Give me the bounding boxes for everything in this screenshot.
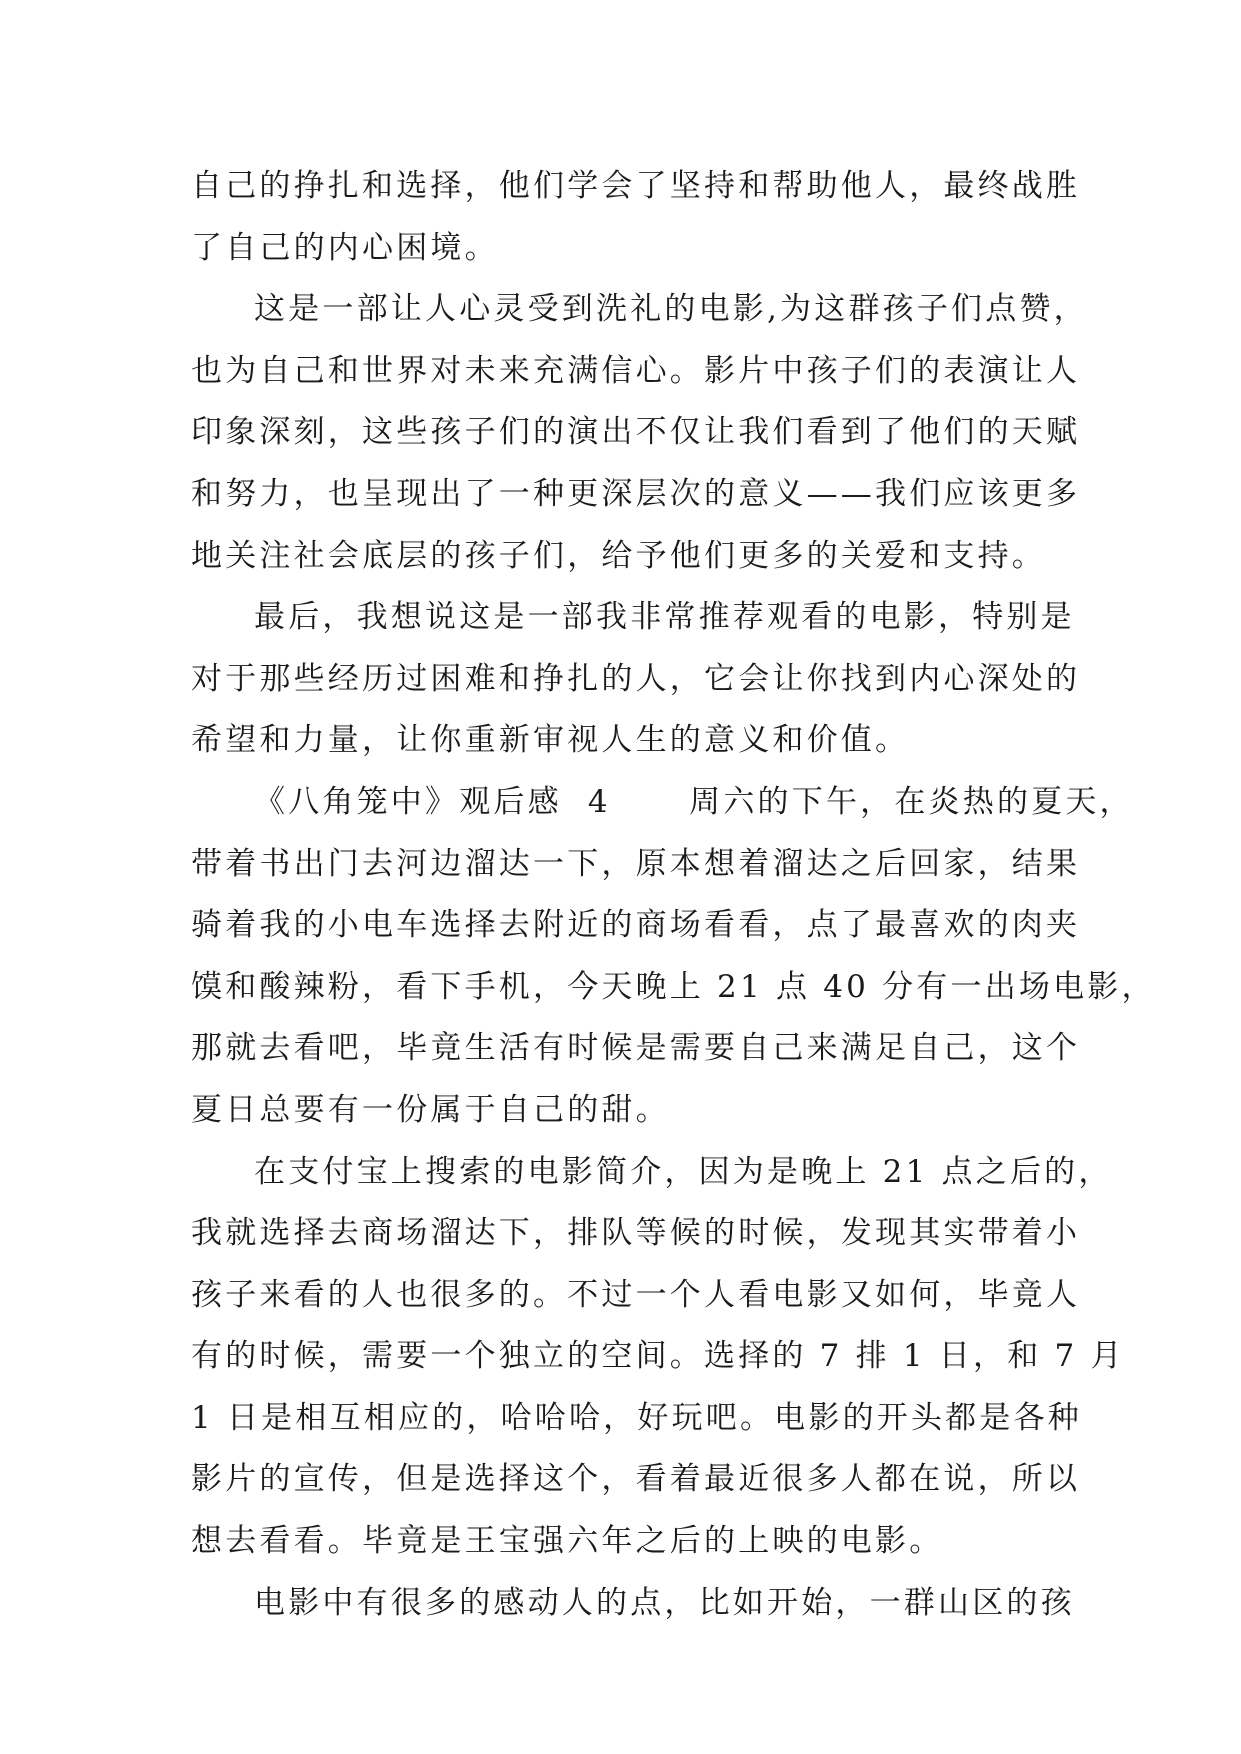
text-line: 骑着我的小电车选择去附近的商场看看，点了最喜欢的肉夹 bbox=[191, 907, 1081, 944]
text-line: 地关注社会底层的孩子们，给予他们更多的关爱和支持。 bbox=[191, 537, 1046, 574]
text-line: 影片的宣传，但是选择这个，看着最近很多人都在说，所以 bbox=[191, 1461, 1081, 1498]
text-line: 了自己的内心困境。 bbox=[191, 229, 499, 266]
text-line: 想去看看。毕竟是王宝强六年之后的上映的电影。 bbox=[191, 1523, 944, 1560]
text-line: 有的时候，需要一个独立的空间。选择的 7 排 1 日，和 7 月 bbox=[191, 1338, 1125, 1375]
text-line: 那就去看吧，毕竟生活有时候是需要自己来满足自己，这个 bbox=[191, 1030, 1081, 1067]
text-line: 和努力，也呈现出了一种更深层次的意义——我们应该更多 bbox=[191, 475, 1081, 512]
text-line: 孩子来看的人也很多的。不过一个人看电影又如何，毕竟人 bbox=[191, 1276, 1081, 1313]
text-line: 印象深刻，这些孩子们的演出不仅让我们看到了他们的天赋 bbox=[191, 414, 1081, 451]
text-line: 电影中有很多的感动人的点，比如开始，一群山区的孩 bbox=[254, 1584, 1075, 1621]
text-line: 对于那些经历过困难和挣扎的人，它会让你找到内心深处的 bbox=[191, 660, 1081, 697]
text-line: 夏日总要有一份属于自己的甜。 bbox=[191, 1091, 670, 1128]
text-line: 这是一部让人心灵受到洗礼的电影,为这群孩子们点赞， bbox=[254, 291, 1088, 328]
text-line: 希望和力量，让你重新审视人生的意义和价值。 bbox=[191, 722, 910, 759]
text-line: 馍和酸辣粉，看下手机，今天晚上 21 点 40 分有一出场电影， bbox=[191, 968, 1156, 1005]
text-line: 我就选择去商场溜达下，排队等候的时候，发现其实带着小 bbox=[191, 1215, 1081, 1252]
text-line: 最后，我想说这是一部我非常推荐观看的电影，特别是 bbox=[254, 599, 1075, 636]
text-line: 带着书出门去河边溜达一下，原本想着溜达之后回家，结果 bbox=[191, 845, 1081, 882]
text-line: 也为自己和世界对未来充满信心。影片中孩子们的表演让人 bbox=[191, 352, 1081, 389]
text-line: 《八角笼中》观后感 4 周六的下午，在炎热的夏天， bbox=[254, 783, 1134, 820]
document-body bbox=[191, 156, 1156, 1634]
text-line: 在支付宝上搜索的电影简介，因为是晚上 21 点之后的， bbox=[254, 1153, 1113, 1190]
text-line: 自己的挣扎和选择，他们学会了坚持和帮助他人，最终战胜 bbox=[191, 168, 1081, 204]
text-line: 1 日是相互相应的，哈哈哈，好玩吧。电影的开头都是各种 bbox=[191, 1399, 1082, 1436]
